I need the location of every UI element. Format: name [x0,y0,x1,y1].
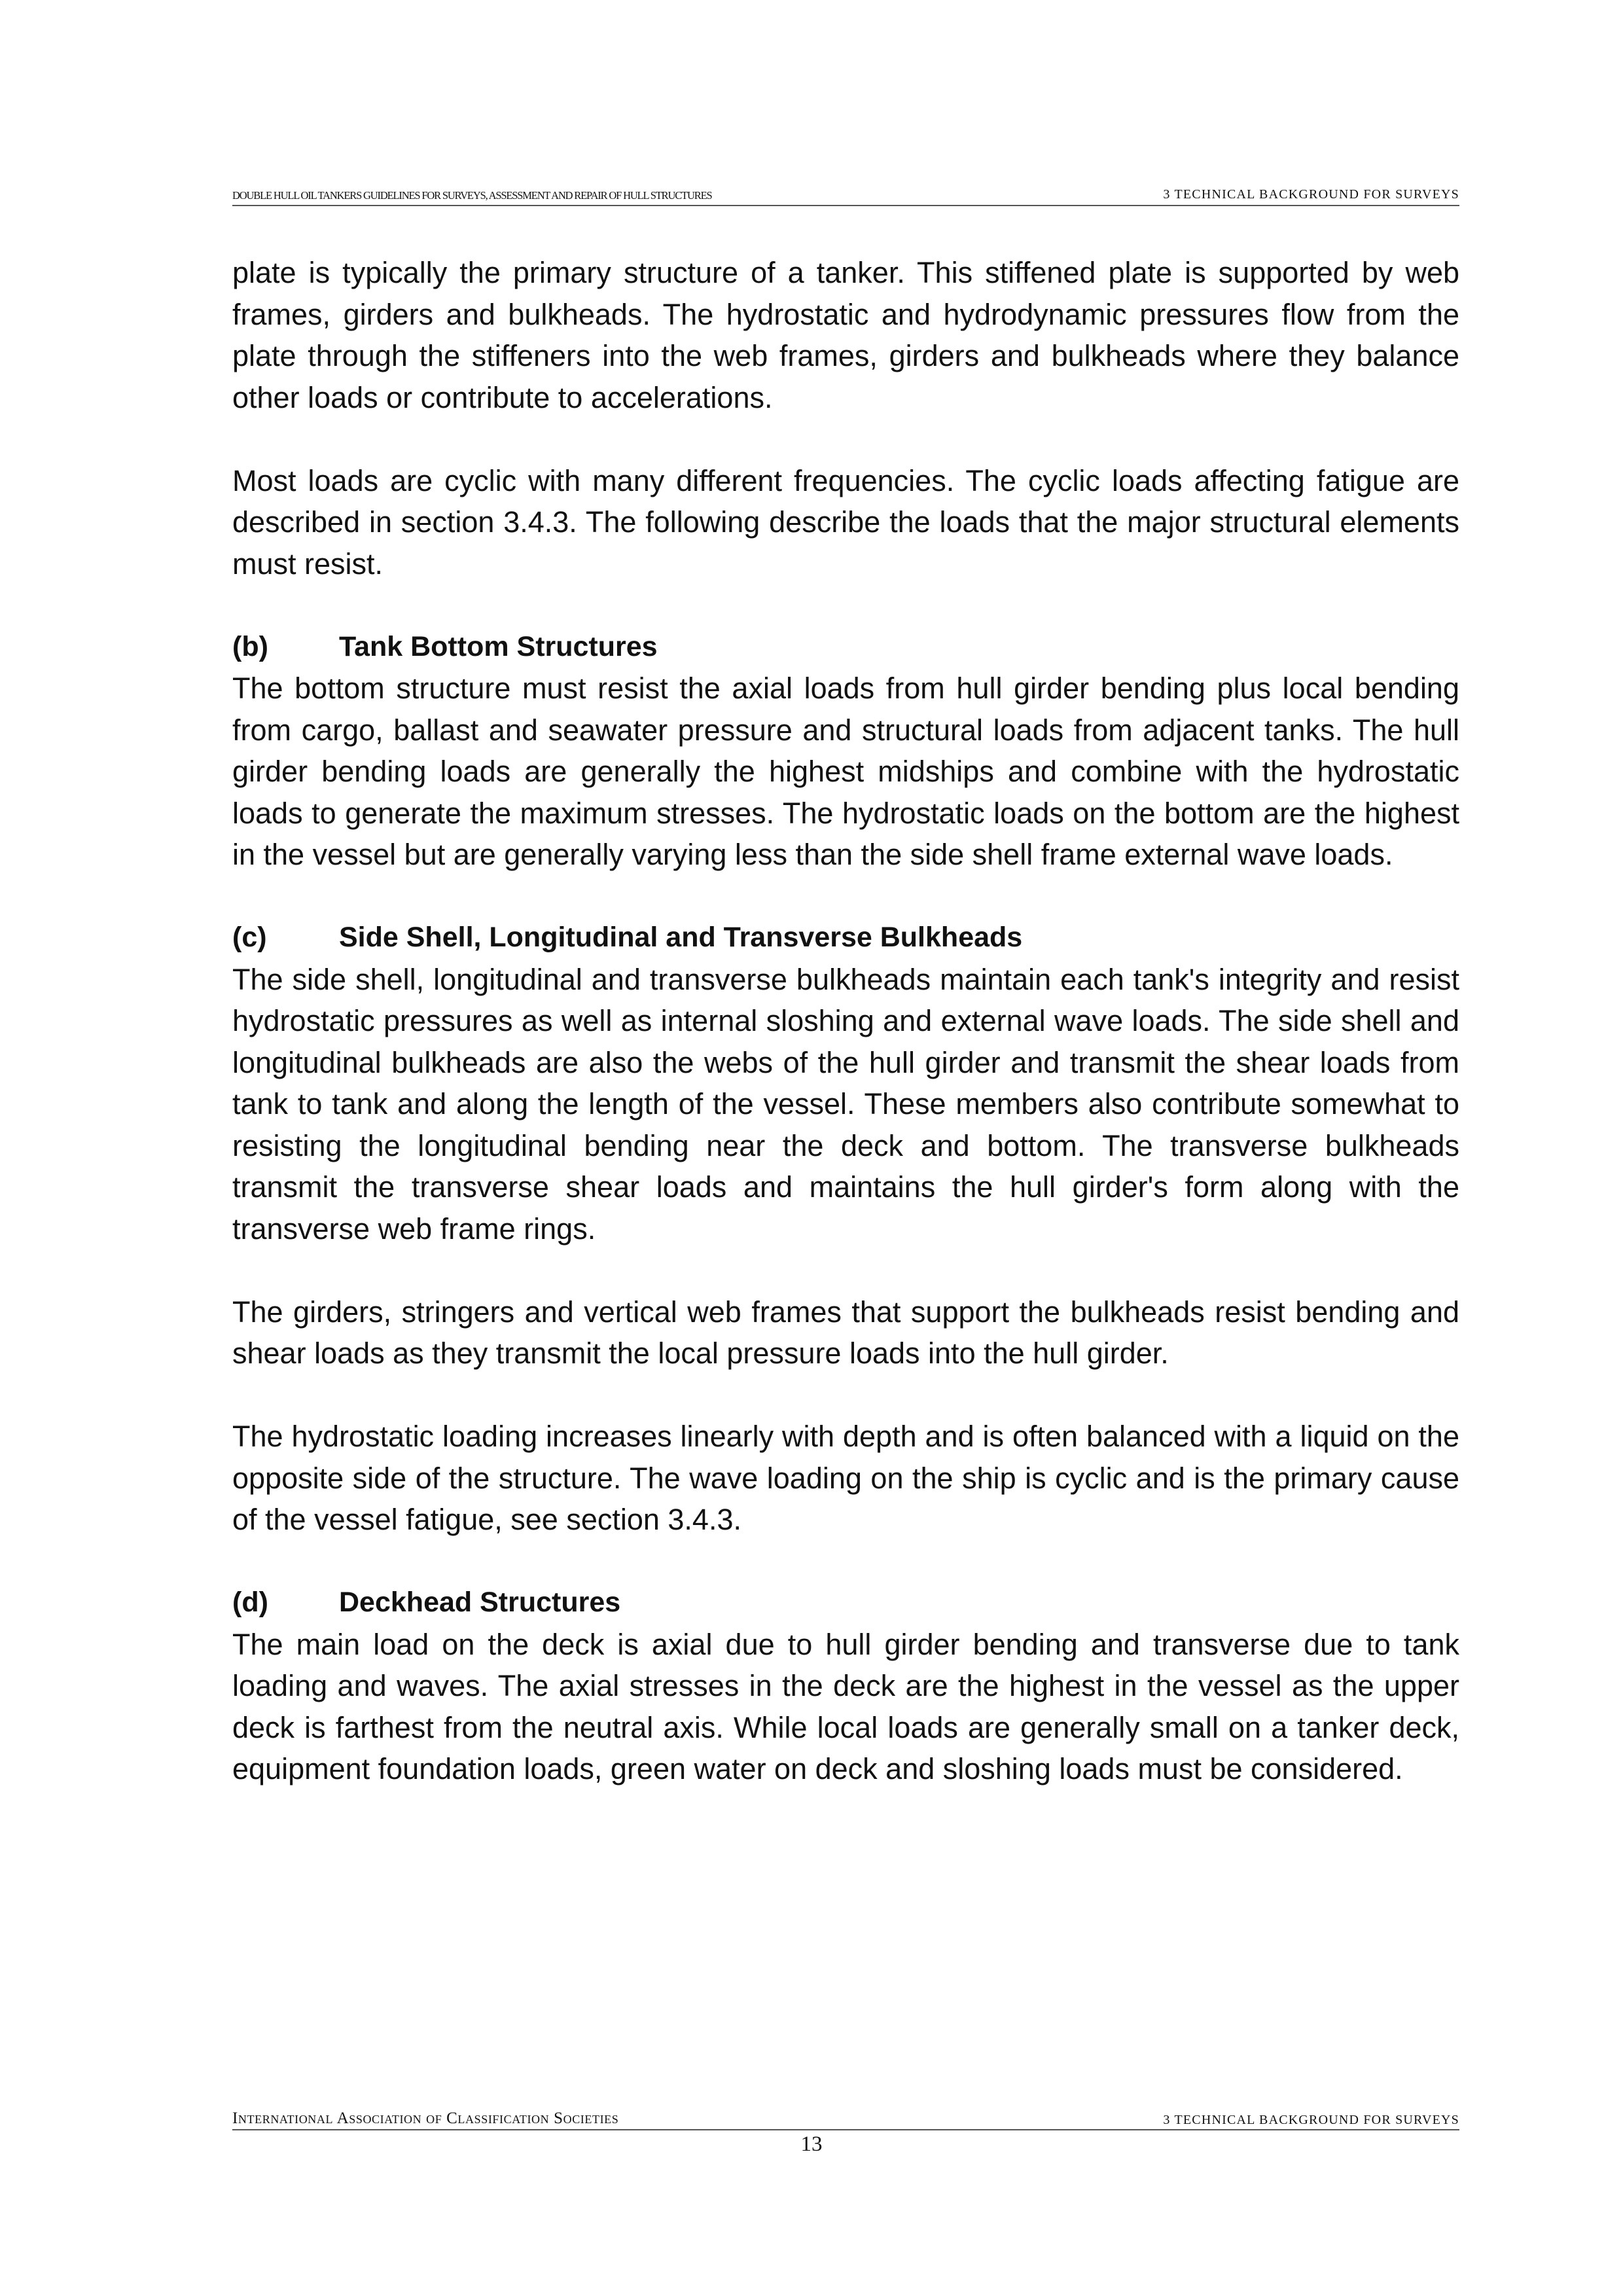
section-letter: (b) [232,630,268,662]
section-heading-d [232,1582,1459,1624]
page-number: 13 [800,2132,823,2156]
body-paragraph: The main load on the deck is axial due to hull girder bending and transverse due to tank loading and waves. The axial stresses in the deck are the highest in the vessel as the upper deck is farthest from the neutral axis. While local loads are generally small on a tanker deck, equipment foundation loads, green water on deck and sloshing loads must be considered. [232,1627,1459,1785]
footer-chapter-title: 3 TECHNICAL BACKGROUND FOR SURVEYS [1163,2113,1459,2127]
section-title: Side Shell, Longitudinal and Transverse Bulkheads [339,922,1023,953]
section-heading-b [232,626,1459,668]
organization-name: International Association of Classification Societies [232,2109,619,2127]
body-paragraph: Most loads are cyclic with many different frequencies. The cyclic loads affecting fatigue are described in section 3.4.3. The following describe the loads that the major structural elements must resist. [232,463,1459,581]
body-paragraph: plate is typically the primary structure of a tanker. This stiffened plate is supported by web frames, girders and bulkheads. The hydrostatic and hydrodynamic pressures flow from the plate through the stiffeners into the web frames, girders and bulkheads where they balance other loads or contribute to accelerations. [232,256,1459,414]
chapter-title: 3 TECHNICAL BACKGROUND FOR SURVEYS [1163,187,1459,202]
section-title: Tank Bottom Structures [339,630,658,662]
section-heading-c [232,917,1459,959]
section-letter: (d) [232,1587,268,1618]
section-letter: (c) [232,922,267,953]
page-body [232,252,1459,1790]
running-header [232,185,1459,206]
document-title: DOUBLE HULL OIL TANKERS GUIDELINES FOR SURVEYS, ASSESSMENT AND REPAIR OF HULL STRUCTURES [232,189,712,202]
body-paragraph: The hydrostatic loading increases linearly with depth and is often balanced with a liquid on the opposite side of the structure. The wave loading on the ship is cyclic and is the primary cause of the vessel fatigue, see section 3.4.3. [232,1420,1459,1536]
body-paragraph: The side shell, longitudinal and transverse bulkheads maintain each tank's integrity and resist hydrostatic pressures as well as internal sloshing and external wave loads. The side shell and longitudinal bulkheads are also the webs of the hull girder and transmit the shear loads from tank to tank and along the length of the vessel. These members also contribute somewhat to resisting the longitudinal bending near the deck and bottom. The transverse bulkheads transmit the transverse shear loads and maintains the hull girder's form along with the transverse web frame rings. [232,962,1459,1246]
running-footer [232,2109,1459,2130]
body-paragraph: The girders, stringers and vertical web frames that support the bulkheads resist bending and shear loads as they transmit the local pressure loads into the hull girder. [232,1295,1459,1370]
section-title: Deckhead Structures [339,1587,621,1618]
body-paragraph: The bottom structure must resist the axial loads from hull girder bending plus local bending from cargo, ballast and seawater pressure and structural loads from adjacent tanks. The hull girder bending loads are generally the highest midships and combine with the hydrostatic loads to generate the maximum stresses. The hydrostatic loads on the bottom are the highest in the vessel but are generally varying less than the side shell frame external wave loads. [232,672,1459,871]
